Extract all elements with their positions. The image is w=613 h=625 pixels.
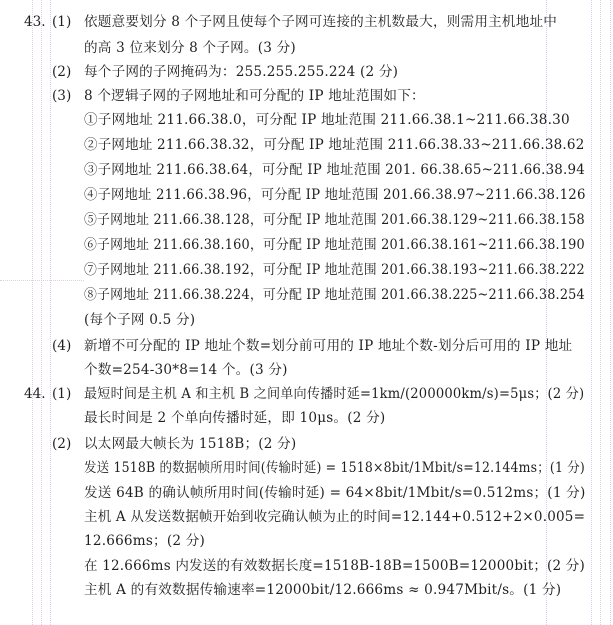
- subnet-text: 子网地址 211.66.38.160，可分配 IP 地址范围 201.66.38.161~211.66.38.190: [97, 237, 585, 253]
- subnet-text: 子网地址 211.66.38.128，可分配 IP 地址范围 201.66.38.129~211.66.38.158: [97, 212, 585, 228]
- answer-text: 以太网最大帧长为 1518B；(2 分): [84, 436, 297, 452]
- item-marker: ⑥: [84, 237, 98, 253]
- score-note: (每个子网 0.5 分): [84, 312, 196, 328]
- margin-guide: [0, 280, 84, 281]
- margin-guide: [610, 0, 611, 625]
- subnet-item: [84, 136, 585, 154]
- part-label: (4): [52, 338, 72, 354]
- question-number: 44.: [24, 386, 46, 402]
- item-marker: ④: [84, 187, 98, 203]
- subnet-text: 子网地址 211.66.38.64，可分配 IP 地址范围 201. 66.38.65~211.66.38.94: [97, 162, 585, 178]
- item-marker: ③: [84, 162, 98, 178]
- part-label: (1): [52, 14, 72, 30]
- answer-text: 的高 3 位来划分 8 个子网。(3 分): [84, 40, 296, 56]
- answer-text: 个数=254-30*8=14 个。(3 分): [84, 362, 288, 378]
- answer-text: 最短时间是主机 A 和主机 B 之间单向传播时延=1km/(200000km/s)=5μs；(2 分): [84, 386, 585, 402]
- subnet-text: 子网地址 211.66.38.32，可分配 IP 地址范围 211.66.38.33~211.66.38.62: [97, 137, 585, 153]
- subnet-text: 子网地址 211.66.38.0，可分配 IP 地址范围 211.66.38.1~211.66.38.30: [97, 112, 570, 128]
- part-label: (2): [52, 436, 72, 452]
- item-marker: ②: [84, 137, 98, 153]
- subnet-item: [84, 236, 585, 254]
- subnet-item: [84, 211, 585, 229]
- part-label: (2): [52, 64, 72, 80]
- part-label: (3): [52, 88, 72, 104]
- item-marker: ⑧: [84, 287, 98, 303]
- answer-text: 12.666ms；(2 分): [84, 533, 205, 549]
- subnet-item: [84, 186, 586, 204]
- item-marker: ⑦: [84, 262, 98, 278]
- answer-text: 发送 1518B 的数据帧所用时间(传输时延) = 1518×8bit/1Mbit/s=12.144ms；(1 分): [84, 460, 585, 476]
- question-number: 43.: [24, 14, 46, 30]
- answer-text: 主机 A 从发送数据帧开始到收完确认帧为止的时间=12.144+0.512+2×0.005=: [84, 509, 586, 525]
- answer-text: 主机 A 的有效数据传输速率=12000bit/12.666ms ≈ 0.947Mbit/s。(1 分): [84, 582, 562, 598]
- margin-guide: [600, 0, 601, 625]
- answer-text: 8 个逻辑子网的子网地址和可分配的 IP 地址范围如下：: [84, 88, 425, 104]
- subnet-text: 子网地址 211.66.38.224，可分配 IP 地址范围 201.66.38.225~211.66.38.254: [97, 287, 585, 303]
- answer-text: 依题意要划分 8 个子网且使每个子网可连接的主机数最大，则需用主机地址中: [84, 14, 558, 30]
- subnet-text: 子网地址 211.66.38.96，可分配 IP 地址范围 201.66.38.97~211.66.38.126: [97, 187, 586, 203]
- subnet-text: 子网地址 211.66.38.192，可分配 IP 地址范围 201.66.38.193~211.66.38.222: [97, 262, 585, 278]
- margin-guide: [41, 0, 42, 625]
- answer-text: 在 12.666ms 内发送的有效数据长度=1518B-18B=1500B=12000bit；(2 分): [84, 558, 585, 574]
- subnet-item: [84, 286, 585, 304]
- answer-text: 新增不可分配的 IP 地址个数=划分前可用的 IP 地址个数-划分后可用的 IP 地址: [84, 338, 573, 354]
- margin-guide: [50, 0, 51, 625]
- part-label: (1): [52, 386, 72, 402]
- item-marker: ⑤: [84, 212, 98, 228]
- answer-text: 每个子网的子网掩码为：255.255.255.224 (2 分): [84, 64, 399, 80]
- answer-text: 发送 64B 的确认帧所用时间(传输时延) = 64×8bit/1Mbit/s=0.512ms；(1 分): [84, 485, 586, 501]
- subnet-item: [84, 111, 570, 129]
- margin-guide: [591, 0, 592, 625]
- answer-text: 最长时间是 2 个单向传播时延，即 10μs。(2 分): [84, 410, 386, 426]
- margin-guide: [32, 0, 33, 625]
- subnet-item: [84, 161, 585, 179]
- margin-guide: [546, 0, 547, 625]
- subnet-item: [84, 261, 585, 279]
- item-marker: ①: [84, 112, 98, 128]
